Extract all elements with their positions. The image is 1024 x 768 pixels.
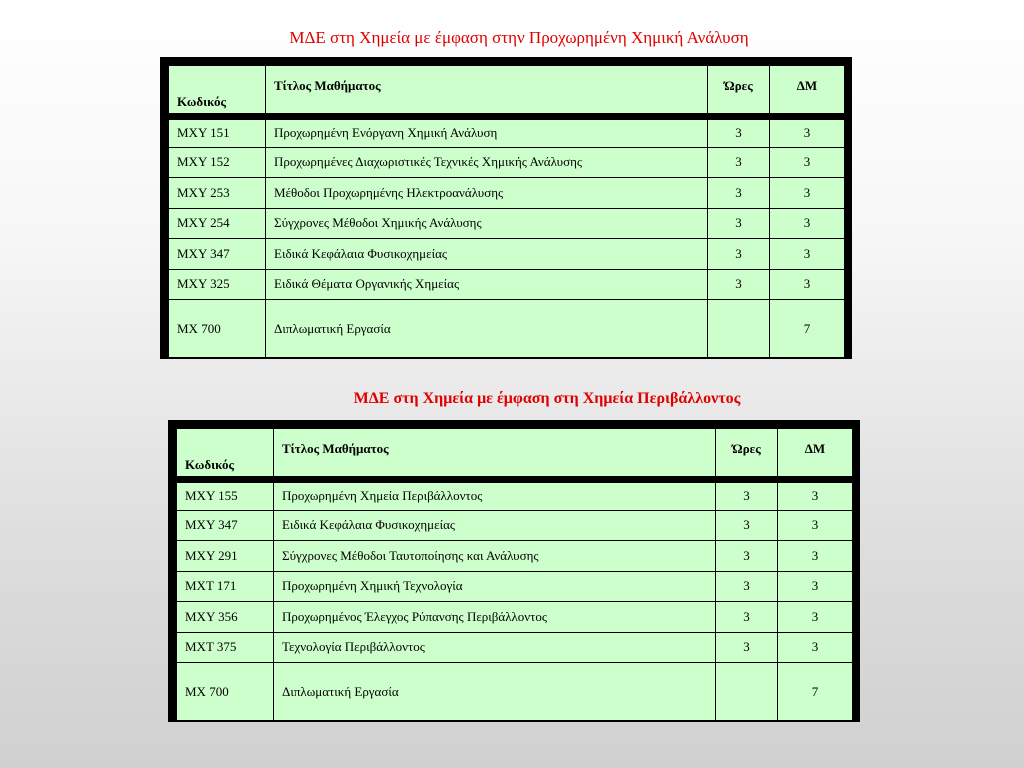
table-row <box>169 239 845 270</box>
table1-heading: ΜΔΕ στη Χημεία με έμφαση στην Προχωρημένη Χημική Ανάλυση <box>289 28 749 47</box>
table2 <box>176 428 853 721</box>
header-code: Κωδικός <box>177 429 274 480</box>
course-hours: 3 <box>708 208 770 239</box>
table-row <box>177 510 853 541</box>
header-title: Τίτλος Μαθήματος <box>274 429 716 480</box>
course-ects: 3 <box>778 510 853 541</box>
course-hours: 3 <box>708 147 770 178</box>
table-row <box>169 117 845 148</box>
course-hours: 3 <box>716 571 778 602</box>
course-code: ΜΧ 700 <box>169 300 266 358</box>
course-ects: 3 <box>770 147 845 178</box>
course-hours: 3 <box>708 178 770 209</box>
course-hours: 3 <box>716 480 778 511</box>
header-ects: ΔΜ <box>778 429 853 480</box>
course-title: Ειδικά Κεφάλαια Φυσικοχημείας <box>274 510 716 541</box>
course-code: ΜΧΤ 171 <box>177 571 274 602</box>
table-row <box>169 269 845 300</box>
course-code: ΜΧΥ 356 <box>177 602 274 633</box>
course-ects: 3 <box>770 208 845 239</box>
course-ects: 3 <box>770 239 845 270</box>
course-ects: 3 <box>778 571 853 602</box>
table2-header-row <box>177 429 853 480</box>
course-ects: 3 <box>778 541 853 572</box>
table-row <box>177 480 853 511</box>
table-row <box>177 571 853 602</box>
course-ects: 3 <box>778 632 853 663</box>
course-title: Σύγχρονες Μέθοδοι Ταυτοποίησης και Ανάλυσης <box>274 541 716 572</box>
course-title: Ειδικά Κεφάλαια Φυσικοχημείας <box>266 239 708 270</box>
header-hours: Ώρες <box>716 429 778 480</box>
course-code: ΜΧΥ 347 <box>177 510 274 541</box>
course-code: ΜΧΥ 253 <box>169 178 266 209</box>
course-hours: 3 <box>708 269 770 300</box>
table1-frame <box>160 57 852 359</box>
course-ects: 7 <box>770 300 845 358</box>
course-title: Διπλωματική Εργασία <box>266 300 708 358</box>
table1-header-row <box>169 66 845 117</box>
course-ects: 3 <box>770 178 845 209</box>
course-title: Προχωρημένη Ενόργανη Χημική Ανάλυση <box>266 117 708 148</box>
header-title: Τίτλος Μαθήματος <box>266 66 708 117</box>
course-title: Ειδικά Θέματα Οργανικής Χημείας <box>266 269 708 300</box>
course-hours: 3 <box>716 510 778 541</box>
table2-body <box>177 480 853 721</box>
table2-frame <box>168 420 860 722</box>
course-title: Προχωρημένος Έλεγχος Ρύπανσης Περιβάλλοντος <box>274 602 716 633</box>
course-title: Προχωρημένες Διαχωριστικές Τεχνικές Χημικής Ανάλυσης <box>266 147 708 178</box>
table-row <box>177 541 853 572</box>
course-ects: 3 <box>778 480 853 511</box>
table-row <box>169 178 845 209</box>
table-row <box>177 663 853 721</box>
course-ects: 7 <box>778 663 853 721</box>
course-hours: 3 <box>708 239 770 270</box>
header-hours: Ώρες <box>708 66 770 117</box>
header-code: Κωδικός <box>169 66 266 117</box>
course-title: Διπλωματική Εργασία <box>274 663 716 721</box>
course-ects: 3 <box>770 269 845 300</box>
table2-heading: ΜΔΕ στη Χημεία με έμφαση στη Χημεία Περιβάλλοντος <box>353 390 741 407</box>
course-title: Τεχνολογία Περιβάλλοντος <box>274 632 716 663</box>
course-title: Προχωρημένη Χημική Τεχνολογία <box>274 571 716 602</box>
course-code: ΜΧΥ 152 <box>169 147 266 178</box>
table-row <box>169 208 845 239</box>
header-ects: ΔΜ <box>770 66 845 117</box>
table-row <box>169 300 845 358</box>
table-row <box>169 147 845 178</box>
course-title: Σύγχρονες Μέθοδοι Χημικής Ανάλυσης <box>266 208 708 239</box>
course-ects: 3 <box>770 117 845 148</box>
course-hours <box>708 300 770 358</box>
course-ects: 3 <box>778 602 853 633</box>
table-row <box>177 602 853 633</box>
course-title: Προχωρημένη Χημεία Περιβάλλοντος <box>274 480 716 511</box>
course-code: ΜΧΥ 254 <box>169 208 266 239</box>
course-code: ΜΧ 700 <box>177 663 274 721</box>
table-row <box>177 632 853 663</box>
course-code: ΜΧΥ 151 <box>169 117 266 148</box>
table1 <box>168 65 845 358</box>
course-hours: 3 <box>716 541 778 572</box>
course-hours: 3 <box>716 602 778 633</box>
course-code: ΜΧΤ 375 <box>177 632 274 663</box>
course-hours <box>716 663 778 721</box>
course-code: ΜΧΥ 347 <box>169 239 266 270</box>
course-code: ΜΧΥ 155 <box>177 480 274 511</box>
course-code: ΜΧΥ 291 <box>177 541 274 572</box>
table1-body <box>169 117 845 358</box>
course-title: Μέθοδοι Προχωρημένης Ηλεκτροανάλυσης <box>266 178 708 209</box>
course-hours: 3 <box>716 632 778 663</box>
course-hours: 3 <box>708 117 770 148</box>
course-code: ΜΧΥ 325 <box>169 269 266 300</box>
